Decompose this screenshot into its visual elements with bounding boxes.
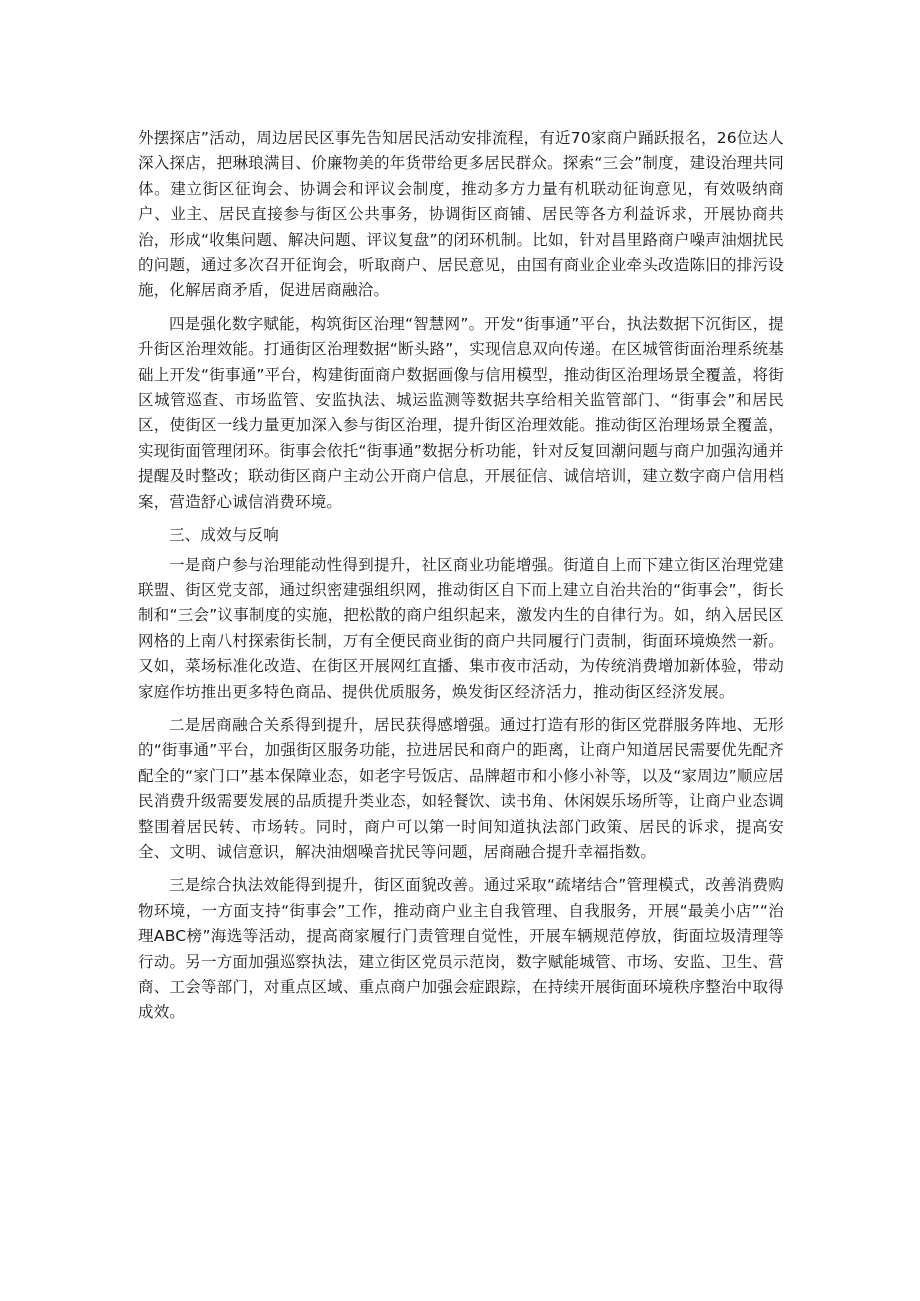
paragraph-continued-three-meetings: 外摆探店”活动，周边居民区事先告知居民活动安排流程，有近70家商户踊跃报名，26位达人深入探店，把琳琅满目、价廉物美的年货带给更多居民群众。探索“三会”制度，建设治理共同体。建立街区征询会、协调会和评议会制度，推动多方力量有机联动征询意见，有效吸纳商户、业主、居民直接参与街区公共事务，协调街区商铺、居民等各方利益诉求，开展协商共治，形成“收集问题、解决问题、评议复盘”的闭环机制。比如，针对昌里路商户噪声油烟扰民的问题，通过多次召开征询会，听取商户、居民意见，由国有商业企业牵头改造陈旧的排污设施，化解居商矛盾，促进居商融洽。 [138,129,784,300]
paragraph-merchant-participation: 一是商户参与治理能动性得到提升，社区商业功能增强。街道自上而下建立街区治理党建联盟、街区党支部，通过织密建强组织网，推动街区自下而上建立自治共治的“街事会”，街长制和“三会”议事制度的实施，把松散的商户组织起来，激发内生的自律行为。如，纳入居民区网格的上南八村探索街长制，万有全便民商业街的商户共同履行门责制，街面环境焕然一新。又如，菜场标准化改造、在街区开展网红直播、集市夜市活动，为传统消费增加新体验，带动家庭作坊推出更多特色商品、提供优质服务，焕发街区经济活力，推动街区经济发展。 [138,555,784,701]
paragraph-digital-empowerment: 四是强化数字赋能，构筑街区治理“智慧网”。开发“街事通”平台，执法数据下沉街区，提升街区治理效能。打通街区治理数据“断头路”，实现信息双向传递。在区城管街面治理系统基础上开发“街事通”平台，构建街面商户数据画像与信用模型，推动街区治理场景全覆盖，将街区城管巡查、市场监管、安监执法、城运监测等数据共享给相关监管部门、“街事会”和居民区，使街区一线力量更加深入参与街区治理，提升街区治理效能。推动街区治理场景全覆盖，实现街面管理闭环。街事会依托“街事通”数据分析功能，针对反复回潮问题与商户加强沟通并提醒及时整改；联动街区商户主动公开商户信息，开展征信、诚信培训，建立数字商户信用档案，营造舒心诚信消费环境。 [138,314,784,511]
document-body [138,126,784,1034]
section-heading-results: 三、成效与反响 [169,526,279,545]
paragraph-resident-merchant-integration: 二是居商融合关系得到提升，居民获得感增强。通过打造有形的街区党群服务阵地、无形的“街事通”平台，加强街区服务功能，拉进居民和商户的距离，让商户知道居民需要优先配齐配全的“家门口”基本保障业态，如老字号饭店、品牌超市和小修小补等，以及“家周边”顺应居民消费升级需要发展的品质提升类业态，如轻餐饮、读书角、休闲娱乐场所等，让商户业态调整围着居民转、市场转。同时，商户可以第一时间知道执法部门政策、居民的诉求，提高安全、文明、诚信意识，解决油烟噪音扰民等问题，居商融合提升幸福指数。 [138,715,784,861]
paragraph-enforcement-efficiency: 三是综合执法效能得到提升，街区面貌改善。通过采取“疏堵结合”管理模式，改善消费购物环境，一方面支持“街事会”工作，推动商户业主自我管理、自我服务，开展“最美小店”“治理ABC榜”海选等活动，提高商家履行门责管理自觉性，开展车辆规范停放，街面垃圾清理等行动。另一方面加强巡察执法，建立街区党员示范岗，数字赋能城管、市场、安监、卫生、营商、工会等部门，对重点区域、重点商户加强会症跟踪，在持续开展街面环境秩序整治中取得成效。 [138,876,784,1022]
